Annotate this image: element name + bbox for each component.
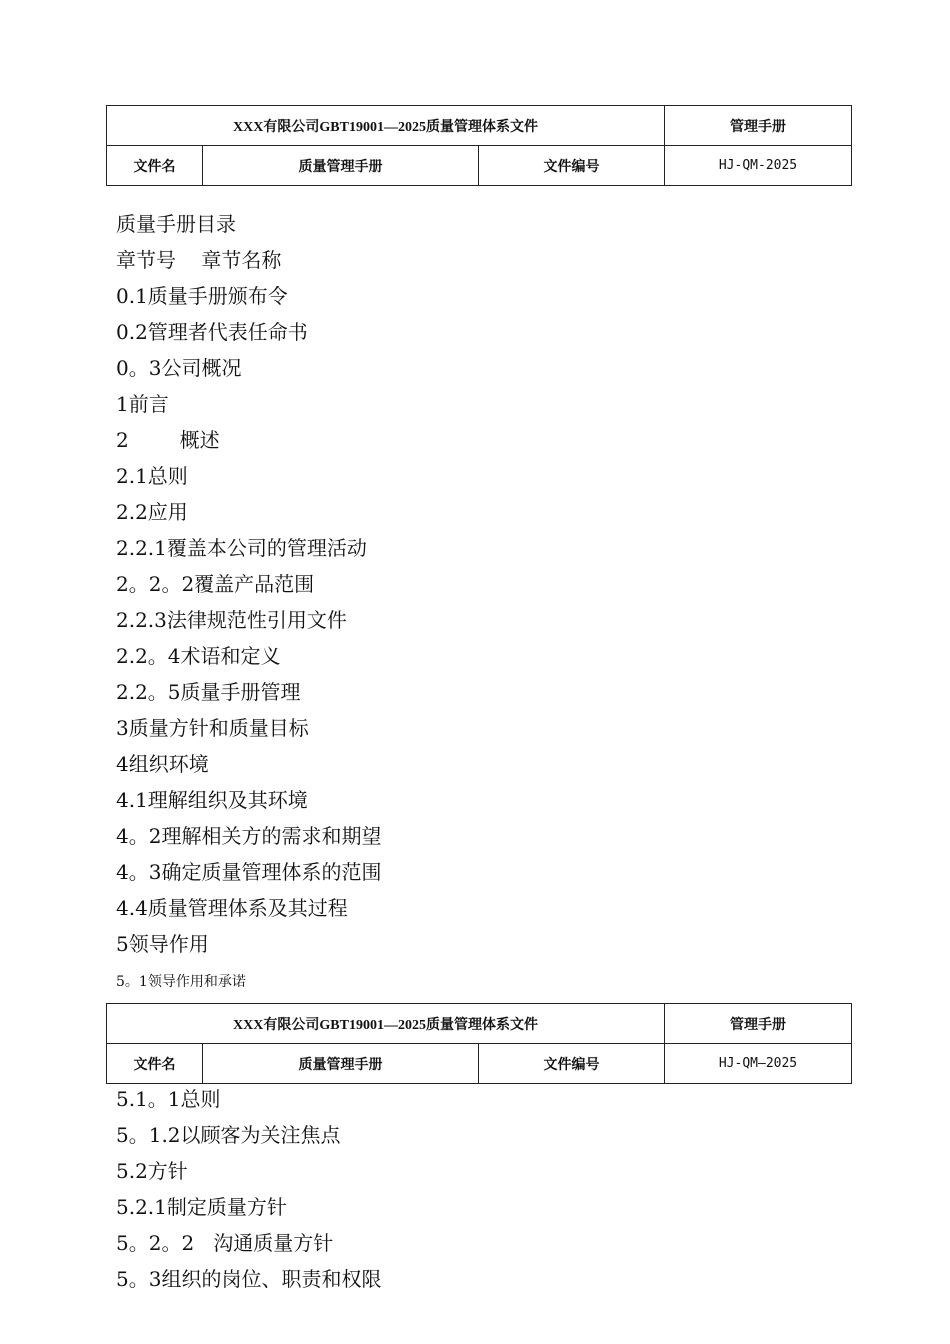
toc-item: 2.2。4术语和定义	[116, 644, 281, 668]
file-name-value: 质量管理手册	[203, 1044, 479, 1084]
toc-item-small: 5。1领导作用和承诺	[116, 974, 246, 990]
toc-item: 4组织环境	[116, 752, 209, 776]
toc-item: 2.2应用	[116, 500, 188, 524]
toc-item: 3质量方针和质量目标	[116, 716, 309, 740]
header-table-1	[106, 105, 852, 186]
toc-item: 5.2方针	[116, 1159, 188, 1183]
toc-item: 5.2.1制定质量方针	[116, 1195, 287, 1219]
toc-item: 4。2理解相关方的需求和期望	[116, 824, 382, 848]
toc-item: 5。1.2以顾客为关注焦点	[116, 1123, 341, 1147]
toc-item: 2.1总则	[116, 464, 188, 488]
toc-item: 1前言	[116, 392, 169, 416]
toc-list-1	[116, 206, 381, 962]
file-no-value: HJ-QM—2025	[665, 1044, 852, 1084]
toc-item: 4.1理解组织及其环境	[116, 788, 308, 812]
toc-item: 4.4质量管理体系及其过程	[116, 896, 348, 920]
toc-column-header: 章节号 章节名称	[116, 248, 282, 272]
toc-item: 4。3确定质量管理体系的范围	[116, 860, 382, 884]
doc-type: 管理手册	[665, 1004, 852, 1044]
toc-item: 5.1。1总则	[116, 1087, 221, 1111]
toc-item: 0.2管理者代表任命书	[116, 320, 308, 344]
doc-type: 管理手册	[665, 106, 852, 146]
toc-item: 5。3组织的岗位、职责和权限	[116, 1267, 382, 1291]
toc-item: 5领导作用	[116, 932, 209, 956]
toc-item: 2 概述	[116, 428, 220, 452]
toc-item: 2.2.1覆盖本公司的管理活动	[116, 536, 367, 560]
file-name-label: 文件名	[107, 1044, 203, 1084]
toc-item: 5。2。2 沟通质量方针	[116, 1231, 334, 1255]
company-title: XXX有限公司GBT19001—2025质量管理体系文件	[107, 1004, 665, 1044]
toc-item: 2.2。5质量手册管理	[116, 680, 301, 704]
toc-item: 0.1质量手册颁布令	[116, 284, 288, 308]
header-table-2	[106, 1003, 852, 1084]
file-name-label: 文件名	[107, 146, 203, 186]
toc-item: 0。3公司概况	[116, 356, 242, 380]
toc-item: 2。2。2覆盖产品范围	[116, 572, 315, 596]
file-no-label: 文件编号	[479, 146, 665, 186]
toc-list-2	[116, 1081, 381, 1297]
file-no-label: 文件编号	[479, 1044, 665, 1084]
file-no-value: HJ-QM-2025	[665, 146, 852, 186]
company-title: XXX有限公司GBT19001—2025质量管理体系文件	[107, 106, 665, 146]
toc-item: 2.2.3法律规范性引用文件	[116, 608, 347, 632]
file-name-value: 质量管理手册	[203, 146, 479, 186]
toc-heading: 质量手册目录	[116, 212, 236, 236]
